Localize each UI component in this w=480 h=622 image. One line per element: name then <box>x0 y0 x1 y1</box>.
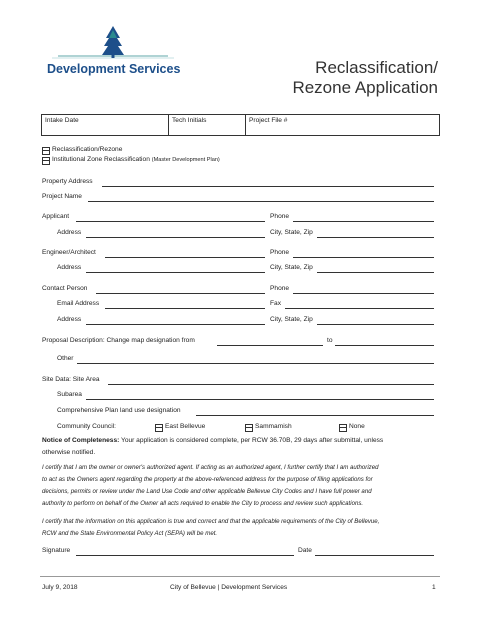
notice-of-completeness <box>42 437 383 444</box>
intake-table <box>41 114 440 136</box>
engineer-city-label: City, State, Zip <box>270 264 313 271</box>
engineer-address-field[interactable] <box>86 272 265 273</box>
signature-label: Signature <box>42 547 71 554</box>
property-address-label: Property Address <box>42 178 93 185</box>
logo <box>38 22 188 82</box>
contact-address-label: Address <box>57 316 82 323</box>
contact-fax-label: Fax <box>270 300 281 307</box>
applicant-address-field[interactable] <box>86 237 265 238</box>
signature-field[interactable] <box>76 555 294 556</box>
certify-owner-line-4: authority to perform on behalf of the Owner all acts required to enable the City to process and review such applications. <box>42 500 364 507</box>
reclass-checkbox[interactable] <box>42 147 50 155</box>
east-bellevue-label: East Bellevue <box>165 423 206 430</box>
proposal-to-label: to <box>327 337 333 344</box>
other-field[interactable] <box>77 363 434 364</box>
page-title-line1: Reclassification/ <box>315 58 438 77</box>
comp-plan-label: Comprehensive Plan land use designation <box>57 407 181 414</box>
contact-email-label: Email Address <box>57 300 100 307</box>
comp-plan-field[interactable] <box>196 415 434 416</box>
none-checkbox[interactable] <box>339 424 347 432</box>
certify-owner-line-3: decisions, permits or review under the Land Use Code and other applicable Bellevue City Codes and I have full power and <box>42 488 372 495</box>
certify-info-line-2: RCW and the State Environmental Policy Act (SEPA) will be met. <box>42 530 218 537</box>
footer-page-number: 1 <box>432 584 436 591</box>
certify-owner-line-1: I certify that I am the owner or owner's authorized agent. If acting as an authorized agent, I further certify that I am authorized <box>42 464 379 471</box>
site-area-label: Site Data: Site Area <box>42 376 100 383</box>
engineer-phone-label: Phone <box>270 249 290 256</box>
certify-info-line-1: I certify that the information on this application is true and correct and that the applicable requirements of the City of Bellevue, <box>42 518 380 525</box>
tech-initials-cell[interactable]: Tech Initials <box>169 115 246 135</box>
applicant-field[interactable] <box>76 221 265 222</box>
other-label: Other <box>57 355 74 362</box>
logo-text: Development Services <box>47 62 181 76</box>
property-address-field[interactable] <box>102 186 434 187</box>
engineer-phone-field[interactable] <box>293 257 434 258</box>
engineer-city-field[interactable] <box>317 272 434 273</box>
project-name-label: Project Name <box>42 193 82 200</box>
contact-city-field[interactable] <box>317 324 434 325</box>
intake-date-cell[interactable]: Intake Date <box>42 115 169 135</box>
page-title-line2: Rezone Application <box>292 78 438 97</box>
footer-org: City of Bellevue | Development Services <box>170 584 288 591</box>
applicant-city-field[interactable] <box>317 237 434 238</box>
none-label: None <box>349 423 365 430</box>
contact-person-field[interactable] <box>96 293 265 294</box>
contact-address-field[interactable] <box>86 324 265 325</box>
certify-owner-line-2: to act as the Owners agent regarding the property at the above-referenced address for the purpose of filing applications for <box>42 476 373 483</box>
project-file-cell[interactable]: Project File # <box>249 117 288 124</box>
proposal-to-field[interactable] <box>335 345 434 346</box>
reclass-label: Reclassification/Rezone <box>52 146 123 153</box>
institutional-checkbox[interactable] <box>42 157 50 165</box>
site-area-field[interactable] <box>108 384 434 385</box>
proposal-label: Proposal Description: Change map designation from <box>42 337 195 344</box>
city-tree-logo-icon <box>38 22 188 67</box>
footer-date: July 9, 2018 <box>42 584 78 591</box>
project-name-field[interactable] <box>88 201 434 202</box>
footer-divider <box>40 576 440 577</box>
notice-text-2: otherwise notified. <box>42 449 96 456</box>
sammamish-label: Sammamish <box>255 423 292 430</box>
engineer-address-label: Address <box>57 264 82 271</box>
contact-email-field[interactable] <box>105 308 265 309</box>
contact-person-label: Contact Person <box>42 285 88 292</box>
applicant-label: Applicant <box>42 213 70 220</box>
date-label: Date <box>298 547 312 554</box>
proposal-from-field[interactable] <box>217 345 323 346</box>
applicant-phone-field[interactable] <box>293 221 434 222</box>
east-bellevue-checkbox[interactable] <box>155 424 163 432</box>
applicant-phone-label: Phone <box>270 213 290 220</box>
community-council-label: Community Council: <box>57 423 116 430</box>
contact-city-label: City, State, Zip <box>270 316 313 323</box>
notice-text: Your application is considered complete, per RCW 36.70B, 29 days after submittal, unless <box>121 437 384 444</box>
sammamish-checkbox[interactable] <box>245 424 253 432</box>
institutional-label: Institutional Zone Reclassification (Master Development Plan) <box>52 156 220 163</box>
date-field[interactable] <box>315 555 434 556</box>
contact-phone-field[interactable] <box>293 293 434 294</box>
notice-heading: Notice of Completeness: <box>42 437 120 444</box>
engineer-field[interactable] <box>105 257 265 258</box>
contact-phone-label: Phone <box>270 285 290 292</box>
applicant-address-label: Address <box>57 229 82 236</box>
engineer-label: Engineer/Architect <box>42 249 96 256</box>
contact-fax-field[interactable] <box>285 308 434 309</box>
subarea-label: Subarea <box>57 391 82 398</box>
subarea-field[interactable] <box>86 399 434 400</box>
applicant-city-label: City, State, Zip <box>270 229 313 236</box>
